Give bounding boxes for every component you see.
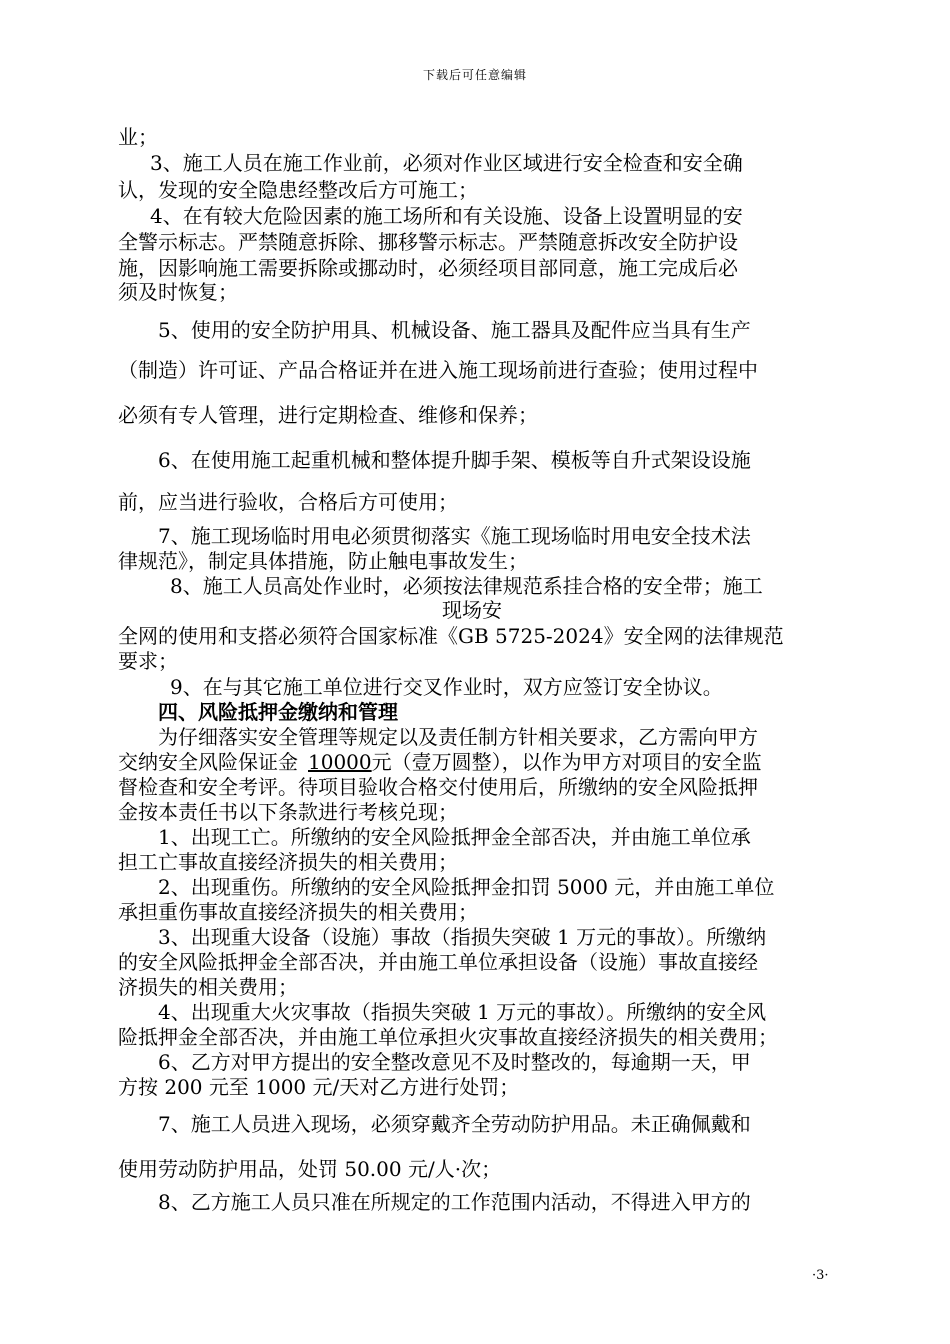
- text-line: 认，发现的安全隐患经整改后方可施工；: [118, 178, 478, 202]
- text-fragment: 交纳安全风险保证金: [118, 750, 298, 774]
- text-line: 律规范》，制定具体措施，防止触电事故发生；: [118, 549, 528, 573]
- text-line: 济损失的相关费用；: [118, 975, 298, 999]
- text-line: 3、施工人员在施工作业前，必须对作业区域进行安全检查和安全确: [150, 151, 743, 175]
- text-line: 8、施工人员高处作业时，必须按法律规范系挂合格的安全带；施工: [170, 574, 763, 598]
- text-line: 9、在与其它施工单位进行交叉作业时，双方应签订安全协议。: [170, 675, 723, 699]
- text-line: 4、出现重大火灾事故（指损失突破 1 万元的事故）。所缴纳的安全风: [158, 1000, 767, 1024]
- text-line: 要求；: [118, 649, 178, 673]
- text-line: 金按本责任书以下条款进行考核兑现；: [118, 800, 458, 824]
- text-line: 5、使用的安全防护用具、机械设备、施工器具及配件应当具有生产: [158, 318, 751, 342]
- text-line: 4、在有较大危险因素的施工场所和有关设施、设备上设置明显的安: [150, 204, 743, 228]
- text-line: 6、在使用施工起重机械和整体提升脚手架、模板等自升式架设设施: [158, 448, 751, 472]
- text-line: 6、乙方对甲方提出的安全整改意见不及时整改的，每逾期一天，甲: [158, 1050, 751, 1074]
- text-line: 前，应当进行验收，合格后方可使用；: [118, 490, 458, 514]
- text-line: 8、乙方施工人员只准在所规定的工作范围内活动，不得进入甲方的: [158, 1190, 751, 1214]
- page-number: ·3·: [812, 1268, 829, 1283]
- text-fragment: 元（壹万圆整），以作为甲方对项目的安全监: [371, 750, 762, 774]
- text-line: 7、施工人员进入现场，必须穿戴齐全劳动防护用品。未正确佩戴和: [158, 1112, 751, 1136]
- text-line: 业；: [118, 125, 158, 149]
- text-line: 现场安: [442, 598, 502, 622]
- text-line: 承担重伤事故直接经济损失的相关费用；: [118, 900, 478, 924]
- text-line: 险抵押金全部否决，并由施工单位承担火灾事故直接经济损失的相关费用；: [118, 1025, 778, 1049]
- text-line: 必须有专人管理，进行定期检查、维修和保养；: [118, 403, 538, 427]
- text-line: 的安全风险抵押金全部否决，并由施工单位承担设备（设施）事故直接经: [118, 950, 758, 974]
- text-line: 为仔细落实安全管理等规定以及责任制方针相关要求，乙方需向甲方: [158, 725, 758, 749]
- text-line: 全网的使用和支搭必须符合国家标准《GB 5725-2024》安全网的法律规范: [118, 624, 784, 648]
- text-line: 全警示标志。严禁随意拆除、挪移警示标志。严禁随意拆改安全防护设: [118, 230, 738, 254]
- text-line: 3、出现重大设备（设施）事故（指损失突破 1 万元的事故）。所缴纳: [158, 925, 767, 949]
- text-line: 使用劳动防护用品，处罚 50.00 元/人·次；: [118, 1157, 502, 1181]
- text-line: 1、出现工亡。所缴纳的安全风险抵押金全部否决，并由施工单位承: [158, 825, 751, 849]
- text-line: （制造）许可证、产品合格证并在进入施工现场前进行查验；使用过程中: [118, 358, 758, 382]
- deposit-amount: 10000: [308, 750, 372, 774]
- text-line: 施，因影响施工需要拆除或挪动时，必须经项目部同意，施工完成后必: [118, 256, 738, 280]
- text-line: 方按 200 元至 1000 元/天对乙方进行处罚；: [118, 1075, 520, 1099]
- text-line: 须及时恢复；: [118, 280, 238, 304]
- section-heading: 四、风险抵押金缴纳和管理: [158, 700, 398, 724]
- text-line: 2、出现重伤。所缴纳的安全风险抵押金扣罚 5000 元，并由施工单位: [158, 875, 775, 899]
- page-header: 下载后可任意编辑: [422, 68, 527, 82]
- text-line: [118, 750, 762, 774]
- text-line: 7、施工现场临时用电必须贯彻落实《施工现场临时用电安全技术法: [158, 524, 751, 548]
- text-line: 担工亡事故直接经济损失的相关费用；: [118, 850, 458, 874]
- text-line: 督检查和安全考评。待项目验收合格交付使用后，所缴纳的安全风险抵押: [118, 775, 758, 799]
